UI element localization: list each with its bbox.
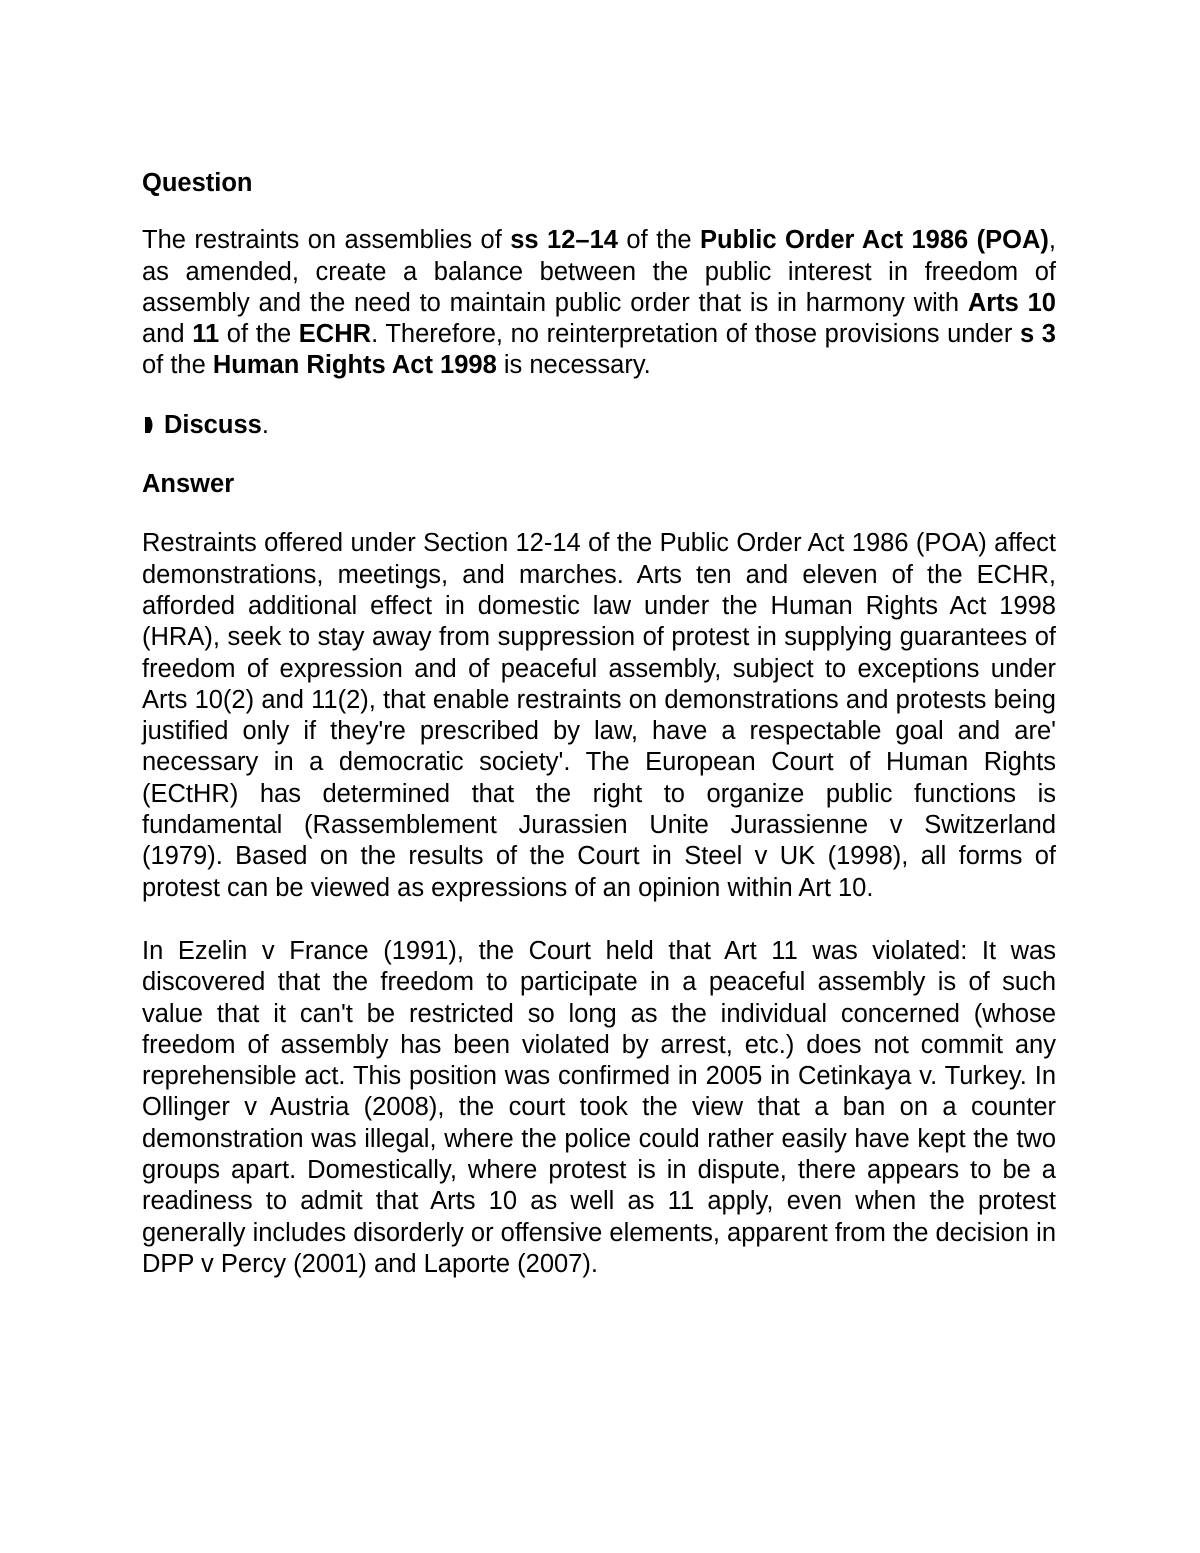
question-text-part: and: [142, 320, 193, 349]
question-text-part: , as amended, create a balance between the public interest in freedom of assembly and the need to maintain public order that is in harmony with: [142, 226, 1056, 317]
question-text-part: ECHR: [298, 320, 372, 349]
question-text-part: Human Rights Act 1998: [212, 351, 497, 380]
question-text-part: . Therefore, no reinterpretation of those provisions under: [371, 320, 1020, 349]
right-pointing-bullet-icon: [142, 414, 156, 436]
discuss-punctuation: .: [261, 410, 269, 439]
answer-heading: Answer: [142, 470, 235, 499]
question-text-part: Arts 10: [967, 288, 1056, 317]
question-text-part: of the: [142, 351, 213, 380]
question-text-part: The restraints on assemblies of: [142, 226, 511, 255]
question-text-part: Public Order Act 1986 (POA): [700, 226, 1049, 255]
question-text-part: 11: [192, 320, 220, 349]
question-heading: Question: [142, 169, 253, 197]
document-page: [142, 168, 1056, 1280]
question-text-part: is necessary.: [496, 351, 651, 380]
question-text-part: ss 12–14: [510, 226, 618, 255]
answer-paragraph-1: Restraints offered under Section 12-14 of the Public Order Act 1986 (POA) affect demonstrations, meetings, and marches. Arts ten and eleven of the ECHR, afforded additional effect in domestic law under the Human Rights Act 1998 (HRA), seek to stay away from suppression of protest in supplying guarantees of freedom of expression and of peaceful assembly, subject to exceptions under Arts 10(2) and 11(2), that enable restraints on demonstrations and protests being justified only if they're prescribed by law, have a respectable goal and are' necessary in a democratic society'. The European Court of Human Rights (ECtHR) has determined that the right to organize public functions is fundamental (Rassemblement Jurassien Unite Jurassienne v Switzerland (1979). Based on the results of the Court in Steel v UK (1998), all forms of protest can be viewed as expressions of an opinion within Art 10.: [142, 529, 1056, 902]
discuss-label: Discuss: [164, 410, 262, 439]
question-text: [142, 225, 1056, 381]
question-text-part: s 3: [1019, 320, 1056, 349]
question-text-part: of the: [219, 320, 299, 349]
discuss-instruction: [142, 410, 1056, 441]
answer-paragraph-2: In Ezelin v France (1991), the Court held that Art 11 was violated: It was discovered that the freedom to participate in a peaceful assembly is of such value that it can't be restricted so long as the individual concerned (whose freedom of assembly has been violated by arrest, etc.) does not commit any reprehensible act. This position was confirmed in 2005 in Cetinkaya v. Turkey. In Ollinger v Austria (2008), the court took the view that a ban on a counter demonstration was illegal, where the police could rather easily have kept the two groups apart. Domestically, where protest is in dispute, there appears to be a readiness to admit that Arts 10 as well as 11 apply, even when the protest generally includes disorderly or offensive elements, apparent from the decision in DPP v Percy (2001) and Laporte (2007).: [142, 936, 1056, 1278]
question-text-part: of the: [617, 226, 701, 255]
